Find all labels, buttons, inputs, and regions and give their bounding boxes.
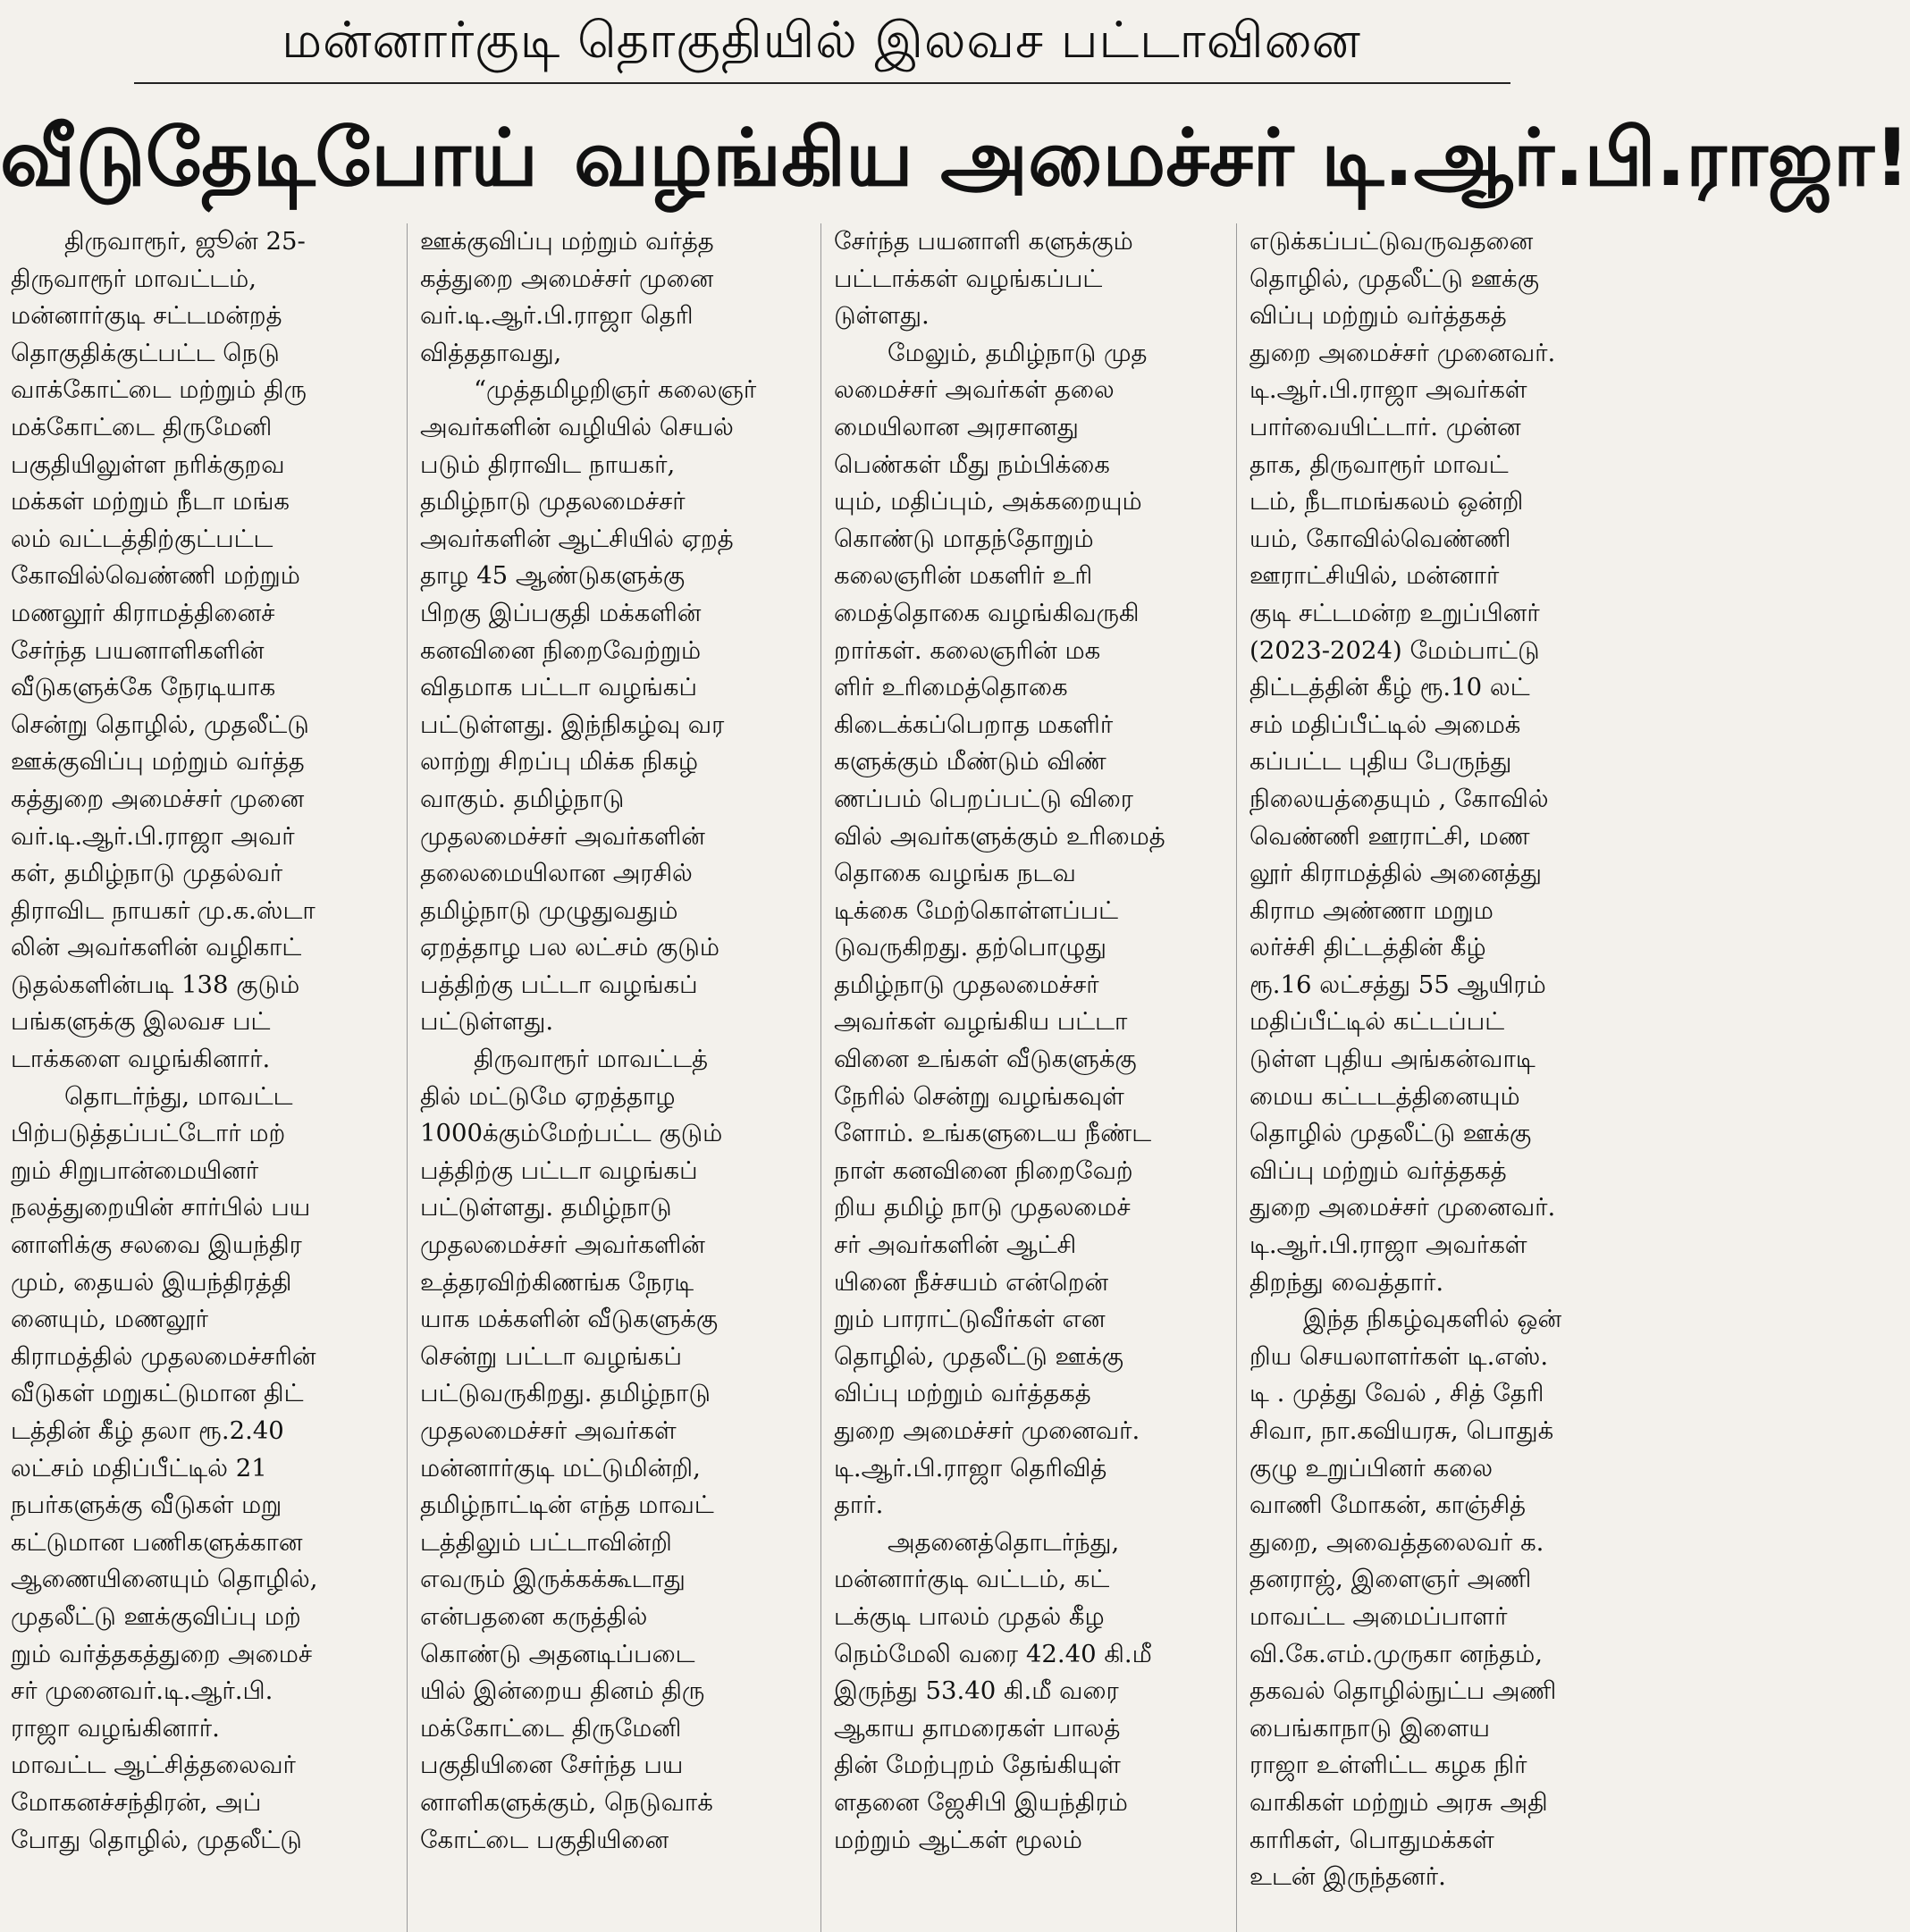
article-line: தார். — [834, 1491, 884, 1520]
article-line: சேர்ந்த பயனாளி களுக்கும் — [834, 227, 1133, 256]
article-line: மாவட்ட ஆட்சித்தலைவர் — [11, 1751, 296, 1780]
article-line: தமிழ்நாடு முதலமைச்சர் — [420, 487, 686, 517]
article-line: பத்திற்கு பட்டா வழங்கப் — [420, 1155, 698, 1185]
article-line: மையிலான அரசானது — [834, 412, 1079, 441]
article-line: வில் அவர்களுக்கும் உரிமைத் — [834, 821, 1165, 851]
article-line: மக்கள் மற்றும் நீடா மங்க — [11, 487, 290, 517]
article-line: மேலும், தமிழ்நாடு முத — [888, 338, 1148, 367]
article-line: கலைஞரின் மகளிர் உரி — [834, 561, 1093, 591]
article-line: கட்டுமான பணிகளுக்கான — [11, 1527, 303, 1557]
article-line: பகுதியினை சேர்ந்த பய — [420, 1751, 684, 1780]
article-line: தொழில், முதலீட்டு ஊக்கு — [834, 1341, 1124, 1371]
article-line: மக்கோட்டை திருமேனி — [11, 412, 273, 441]
article-line: துறை அமைச்சர் முனைவர். — [1249, 338, 1556, 367]
article-line: கிராமத்தில் முதலமைச்சரின் — [11, 1341, 316, 1371]
article-line: கொண்டு மாதந்தோறும் — [834, 524, 1094, 553]
article-line: தொழில் முதலீட்டு ஊக்கு — [1249, 1119, 1532, 1148]
article-line: தமிழ்நாடு முழுதுவதும் — [420, 895, 678, 925]
article-line: என்பதனை கருத்தில் — [420, 1601, 648, 1631]
article-line: மக்கோட்டை திருமேனி — [420, 1713, 682, 1743]
article-line: வி.கே.எம்.முருகா னந்தம், — [1249, 1639, 1544, 1668]
article-line: ளோம். உங்களுடைய நீண்ட — [834, 1119, 1152, 1148]
article-line: டுதல்களின்படி 138 குடும் — [11, 970, 300, 999]
article-line: சிவா, நா.கவியரசு, பொதுக் — [1249, 1416, 1554, 1445]
article-line: டி.ஆர்.பி.ராஜா அவர்கள் — [1249, 1231, 1527, 1260]
article-line: ஆகாய தாமரைகள் பாலத் — [834, 1713, 1121, 1743]
article-line: தொகுதிக்குட்பட்ட நெடு — [11, 338, 280, 367]
article-line: வித்ததாவது, — [420, 338, 562, 367]
article-column-2 — [420, 223, 803, 1932]
article-line: மாவட்ட அமைப்பாளர் — [1249, 1601, 1508, 1631]
article-line: ராஜா உள்ளிட்ட கழக நிர் — [1249, 1751, 1527, 1780]
article-line: நபர்களுக்கு வீடுகள் மறு — [11, 1491, 282, 1520]
article-line: சென்று தொழில், முதலீட்டு — [11, 710, 309, 739]
article-column-1 — [11, 223, 393, 1932]
article-line: முதலமைச்சர் அவர்களின் — [420, 1231, 705, 1260]
article-line: மன்னார்குடி சட்டமன்றத் — [11, 301, 282, 331]
article-line: விதமாக பட்டா வழங்கப் — [420, 673, 697, 702]
article-line: தனராஜ், இளைஞர் அணி — [1249, 1565, 1532, 1594]
article-line: றும் பாராட்டுவீர்கள் என — [834, 1305, 1106, 1334]
article-line: ஆணையினையும் தொழில், — [11, 1565, 318, 1594]
article-line: நேரில் சென்று வழங்கவுள் — [834, 1081, 1124, 1111]
article-line: லர்ச்சி திட்டத்தின் கீழ் — [1249, 933, 1486, 962]
article-line: வாணி மோகன், காஞ்சித் — [1249, 1491, 1527, 1520]
article-line: மும், தையல் இயந்திரத்தி — [11, 1267, 292, 1297]
article-line: தொழில், முதலீட்டு ஊக்கு — [1249, 264, 1540, 293]
article-line: விப்பு மற்றும் வர்த்தகத் — [834, 1379, 1091, 1408]
article-line: பங்களுக்கு இலவச பட் — [11, 1007, 271, 1037]
article-line: பட்டுள்ளது. — [420, 1007, 554, 1037]
article-line: 1000க்கும்மேற்பட்ட குடும் — [420, 1119, 723, 1148]
article-line: தின் மேற்புறம் தேங்கியுள் — [834, 1751, 1121, 1780]
article-line: வாகிகள் மற்றும் அரசு அதி — [1249, 1787, 1548, 1817]
article-line: தாக, திருவாரூர் மாவட் — [1249, 449, 1509, 479]
article-line: காரிகள், பொதுமக்கள் — [1249, 1825, 1494, 1854]
article-line: பகுதியிலுள்ள நரிக்குறவ — [11, 449, 285, 479]
article-line: விப்பு மற்றும் வர்த்தகத் — [1249, 301, 1507, 331]
article-line: கனவினை நிறைவேற்றும் — [420, 635, 702, 665]
article-line: பட்டுவருகிறது. தமிழ்நாடு — [420, 1379, 711, 1408]
article-line: உத்தரவிற்கிணங்க நேரடி — [420, 1267, 694, 1297]
article-line: ஊக்குவிப்பு மற்றும் வர்த்த — [420, 227, 714, 256]
article-line: ளிர் உரிமைத்தொகை — [834, 673, 1068, 702]
article-line: விப்பு மற்றும் வர்த்தகத் — [1249, 1155, 1507, 1185]
article-line: லம் வட்டத்திற்குட்பட்ட — [11, 524, 273, 553]
article-line: மற்றும் ஆட்கள் மூலம் — [834, 1825, 1082, 1854]
article-line: சர் முனைவர்.டி.ஆர்.பி. — [11, 1676, 273, 1706]
article-line: மதிப்பீட்டில் கட்டப்பட் — [1249, 1007, 1505, 1037]
article-line: சர் அவர்களின் ஆட்சி — [834, 1231, 1077, 1260]
article-line: திருவாரூர், ஜூன் 25- — [64, 227, 306, 256]
article-line: வினை உங்கள் வீடுகளுக்கு — [834, 1045, 1137, 1074]
article-line: எடுக்கப்பட்டுவருவதனை — [1249, 227, 1534, 256]
article-line: யம், கோவில்வெண்ணி — [1249, 524, 1511, 553]
article-line: யும், மதிப்பும், அக்கறையும் — [834, 487, 1142, 517]
article-line: நெம்மேலி வரை 42.40 கி.மீ — [834, 1639, 1152, 1668]
article-line: இருந்து 53.40 கி.மீ வரை — [834, 1676, 1119, 1706]
article-line: பெண்கள் மீது நம்பிக்கை — [834, 449, 1110, 479]
article-line: கப்பட்ட புதிய பேருந்து — [1249, 747, 1512, 777]
article-line: திட்டத்தின் கீழ் ரூ.10 லட் — [1249, 673, 1530, 702]
article-line: ணப்பம் பெறப்பட்டு விரை — [834, 784, 1133, 813]
article-column-3 — [834, 223, 1216, 1932]
article-line: டி.ஆர்.பி.ராஜா தெரிவித் — [834, 1453, 1107, 1483]
article-line: டத்தின் கீழ் தலா ரூ.2.40 — [11, 1416, 284, 1445]
article-line: சம் மதிப்பீட்டில் அமைக் — [1249, 710, 1521, 739]
article-line: வர்.டி.ஆர்.பி.ராஜா தெரி — [420, 301, 694, 331]
article-line: மைய கட்டடத்தினையும் — [1249, 1081, 1520, 1111]
article-line: திறந்து வைத்தார். — [1249, 1267, 1444, 1297]
article-line: துறை அமைச்சர் முனைவர். — [834, 1416, 1140, 1445]
article-line: தமிழ்நாடு முதலமைச்சர் — [834, 970, 1099, 999]
article-line: பார்வையிட்டார். முன்ன — [1249, 412, 1521, 441]
article-line: சென்று பட்டா வழங்கப் — [420, 1341, 682, 1371]
article-line: எவரும் இருக்கக்கூடாது — [420, 1565, 686, 1594]
article-line: பைங்காநாடு இளைய — [1249, 1713, 1490, 1743]
article-line: டுள்ள புதிய அங்கன்வாடி — [1249, 1045, 1536, 1074]
article-line: முதலீட்டு ஊக்குவிப்பு மற் — [11, 1601, 301, 1631]
article-line: லாற்று சிறப்பு மிக்க நிகழ் — [420, 747, 699, 777]
article-line: றும் வர்த்தகத்துறை அமைச் — [11, 1639, 313, 1668]
article-line: இந்த நிகழ்வுகளில் ஒன் — [1303, 1305, 1562, 1334]
article-line: லமைச்சர் அவர்கள் தலை — [834, 375, 1115, 405]
article-line: கிராம அண்ணா மறும — [1249, 895, 1494, 925]
article-body — [0, 223, 1643, 1932]
article-line: நிலையத்தையும் , கோவில் — [1249, 784, 1549, 813]
article-line: திருவாரூர் மாவட்டத் — [474, 1045, 709, 1074]
article-line: உடன் இருந்தனர். — [1249, 1862, 1446, 1892]
article-line: றார்கள். கலைஞரின் மக — [834, 635, 1101, 665]
article-line: வாக்கோட்டை மற்றும் திரு — [11, 375, 307, 405]
article-line: அவர்களின் வழியில் செயல் — [420, 412, 734, 441]
article-line: படும் திராவிட நாயகர், — [420, 449, 676, 479]
article-line: பட்டுள்ளது. தமிழ்நாடு — [420, 1193, 672, 1222]
article-line: சேர்ந்த பயனாளிகளின் — [11, 635, 265, 665]
article-line: ராஜா வழங்கினார். — [11, 1713, 220, 1743]
article-line: முதலமைச்சர் அவர்கள் — [420, 1416, 677, 1445]
article-line: கோவில்வெண்ணி மற்றும் — [11, 561, 300, 591]
article-line: ளதனை ஜேசிபி இயந்திரம் — [834, 1787, 1128, 1817]
article-line: “முத்தமிழறிஞர் கலைஞர் — [474, 375, 757, 405]
article-line: கோட்டை பகுதியினை — [420, 1825, 669, 1854]
article-line: டாக்களை வழங்கினார். — [11, 1045, 271, 1074]
article-line: (2023-2024) மேம்பாட்டு — [1249, 635, 1540, 665]
article-line: லின் அவர்களின் வழிகாட் — [11, 933, 302, 962]
article-line: மன்னார்குடி மட்டுமின்றி, — [420, 1453, 701, 1483]
article-line: மைத்தொகை வழங்கிவருகி — [834, 598, 1140, 627]
article-line: தில் மட்டுமே ஏறத்தாழ — [420, 1081, 676, 1111]
article-line: டக்குடி பாலம் முதல் கீழ — [834, 1601, 1105, 1631]
article-line: மணலூர் கிராமத்தினைச் — [11, 598, 275, 627]
headline-part-2: வழங்கிய அமைச்சர் டி.ஆர்.பி.ராஜா! — [574, 112, 1910, 204]
article-line: கொண்டு அதனடிப்படை — [420, 1639, 695, 1668]
article-line: கள், தமிழ்நாடு முதல்வர் — [11, 859, 283, 888]
headline-divider — [134, 82, 1510, 84]
article-line: டம், நீடாமங்கலம் ஒன்றி — [1249, 487, 1524, 517]
article-line: யினை நீச்சயம் என்றென் — [834, 1267, 1109, 1297]
main-headline — [0, 100, 1910, 216]
article-line: கத்துறை அமைச்சர் முனை — [420, 264, 714, 293]
article-line: வீடுகளுக்கே நேரடியாக — [11, 673, 276, 702]
article-line: கத்துறை அமைச்சர் முனை — [11, 784, 305, 813]
article-line: தகவல் தொழில்நுட்ப அணி — [1249, 1676, 1557, 1706]
article-line: துறை, அவைத்தலைவர் க. — [1249, 1527, 1544, 1557]
article-line: அவர்கள் வழங்கிய பட்டா — [834, 1007, 1128, 1037]
article-line: றும் சிறுபான்மையினர் — [11, 1155, 259, 1185]
article-line: டுள்ளது. — [834, 301, 930, 331]
article-line: பிறகு இப்பகுதி மக்களின் — [420, 598, 702, 627]
article-line: மோகனச்சந்திரன், அப் — [11, 1787, 262, 1817]
article-line: தலைமையிலான அரசில் — [420, 859, 693, 888]
article-line: களுக்கும் மீண்டும் விண் — [834, 747, 1106, 777]
article-line: றிய செயலாளர்கள் டி.எஸ். — [1249, 1341, 1549, 1371]
article-line: பிற்படுத்தப்பட்டோர் மற் — [11, 1119, 286, 1148]
article-line: வாகும். தமிழ்நாடு — [420, 784, 625, 813]
article-line: அவர்களின் ஆட்சியில் ஏறத் — [420, 524, 734, 553]
article-line: யில் இன்றைய தினம் திரு — [420, 1676, 705, 1706]
article-line: பத்திற்கு பட்டா வழங்கப் — [420, 970, 698, 999]
article-line: குடி சட்டமன்ற உறுப்பினர் — [1249, 598, 1540, 627]
article-line: தொகை வழங்க நடவ — [834, 859, 1076, 888]
article-line: பட்டாக்கள் வழங்கப்பட் — [834, 264, 1103, 293]
article-line: தமிழ்நாட்டின் எந்த மாவட் — [420, 1491, 714, 1520]
article-line: வர்.டி.ஆர்.பி.ராஜா அவர் — [11, 821, 295, 851]
article-line: போது தொழில், முதலீட்டு — [11, 1825, 302, 1854]
article-line: ஊராட்சியில், மன்னார் — [1249, 561, 1500, 591]
article-line: தொடர்ந்து, மாவட்ட — [64, 1081, 293, 1111]
article-line: வெண்ணி ஊராட்சி, மண — [1249, 821, 1530, 851]
article-line: யாக மக்களின் வீடுகளுக்கு — [420, 1305, 719, 1334]
article-column-4 — [1249, 223, 1632, 1932]
article-line: ஊக்குவிப்பு மற்றும் வர்த்த — [11, 747, 305, 777]
article-line: டிக்கை மேற்கொள்ளப்பட் — [834, 895, 1119, 925]
article-line: றிய தமிழ் நாடு முதலமைச் — [834, 1193, 1131, 1222]
article-line: பட்டுள்ளது. இந்நிகழ்வு வர — [420, 710, 725, 739]
article-line: மன்னார்குடி வட்டம், கட் — [834, 1565, 1110, 1594]
article-line: முதலமைச்சர் அவர்களின் — [420, 821, 705, 851]
article-line: டி . முத்து வேல் , சித் தேரி — [1249, 1379, 1544, 1408]
article-line: தாழ 45 ஆண்டுகளுக்கு — [420, 561, 686, 591]
article-line: டி.ஆர்.பி.ராஜா அவர்கள் — [1249, 375, 1527, 405]
article-line: லட்சம் மதிப்பீட்டில் 21 — [11, 1453, 267, 1483]
article-line: லூர் கிராமத்தில் அனைத்து — [1249, 859, 1543, 888]
kicker-headline: மன்னார்குடி தொகுதியில் இலவச பட்டாவினை — [282, 12, 1361, 70]
article-line: னாளிகளுக்கும், நெடுவாக் — [420, 1787, 713, 1817]
article-line: நலத்துறையின் சார்பில் பய — [11, 1193, 311, 1222]
article-line: கிடைக்கப்பெறாத மகளிர் — [834, 710, 1114, 739]
article-line: துறை அமைச்சர் முனைவர். — [1249, 1193, 1556, 1222]
article-line: னையும், மணலூர் — [11, 1305, 209, 1334]
article-line: திருவாரூர் மாவட்டம், — [11, 264, 257, 293]
article-line: ரூ.16 லட்சத்து 55 ஆயிரம் — [1249, 970, 1546, 999]
article-line: நாள் கனவினை நிறைவேற் — [834, 1155, 1133, 1185]
article-line: ஏறத்தாழ பல லட்சம் குடும் — [420, 933, 719, 962]
article-line: குழு உறுப்பினர் கலை — [1249, 1453, 1494, 1483]
article-line: வீடுகள் மறுகட்டுமான திட் — [11, 1379, 304, 1408]
article-line: அதனைத்தொடர்ந்து, — [888, 1527, 1120, 1557]
article-line: னாளிக்கு சலவை இயந்திர — [11, 1231, 302, 1260]
article-line: திராவிட நாயகர் மு.க.ஸ்டா — [11, 895, 316, 925]
article-line: டுவருகிறது. தற்பொழுது — [834, 933, 1107, 962]
article-line: டத்திலும் பட்டாவின்றி — [420, 1527, 672, 1557]
headline-part-1: வீடுதேடிபோய் — [0, 112, 538, 204]
